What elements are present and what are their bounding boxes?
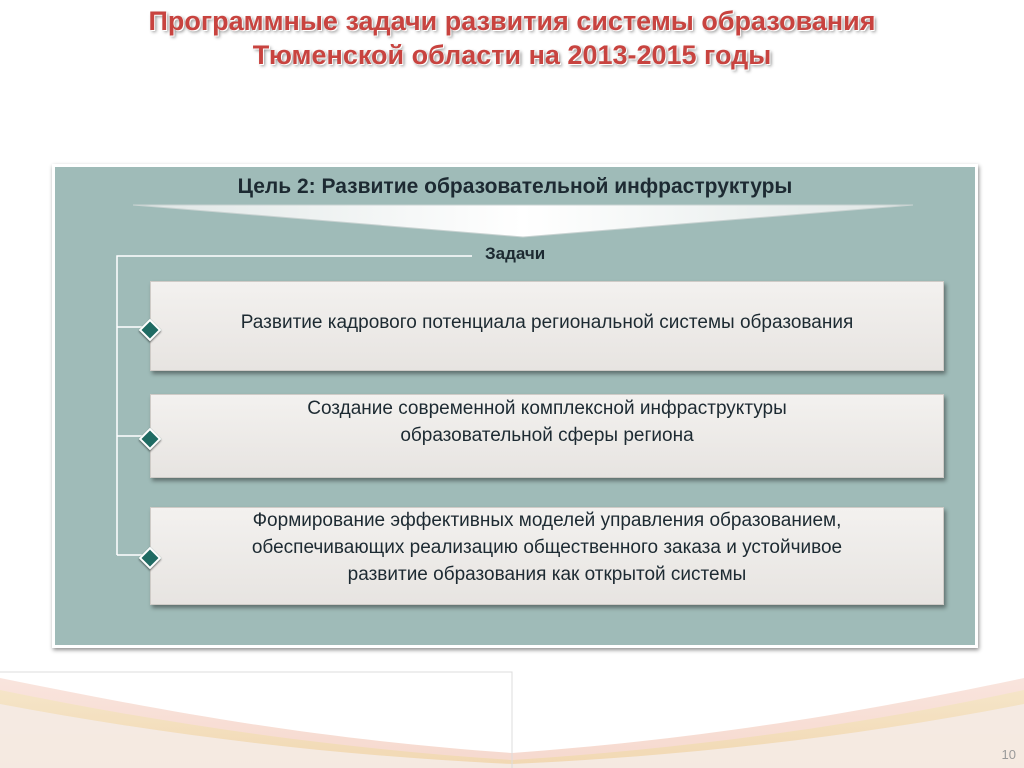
goal-panel — [52, 164, 978, 648]
task-3-line-2: обеспечивающих реализацию общественного заказа и устойчивое — [251, 536, 843, 558]
task-box-3 — [150, 507, 944, 605]
goal-title: Цель 2: Развитие образовательной инфраструктуры — [237, 175, 793, 198]
task-3-line-3: развитие образования как открытой системы — [347, 563, 747, 585]
task-box-2 — [150, 394, 944, 478]
task-1-line-1: Развитие кадрового потенциала региональной системы образования — [240, 311, 854, 333]
tasks-label: Задачи — [485, 244, 546, 263]
footer-decoration — [0, 668, 1024, 768]
task-2-line-2: образовательной сферы региона — [400, 425, 694, 446]
task-3-line-1: Формирование эффективных моделей управления образованием, — [252, 509, 842, 531]
page-number: 10 — [1001, 747, 1016, 762]
task-2-line-1: Создание современной комплексной инфраструктуры — [307, 398, 787, 419]
slide-title — [0, 4, 1024, 72]
slide-title-line-1: Программные задачи развития системы образования — [148, 6, 876, 36]
slide-title-line-2: Тюменской области на 2013-2015 годы — [252, 40, 772, 70]
task-box-1 — [150, 281, 944, 371]
